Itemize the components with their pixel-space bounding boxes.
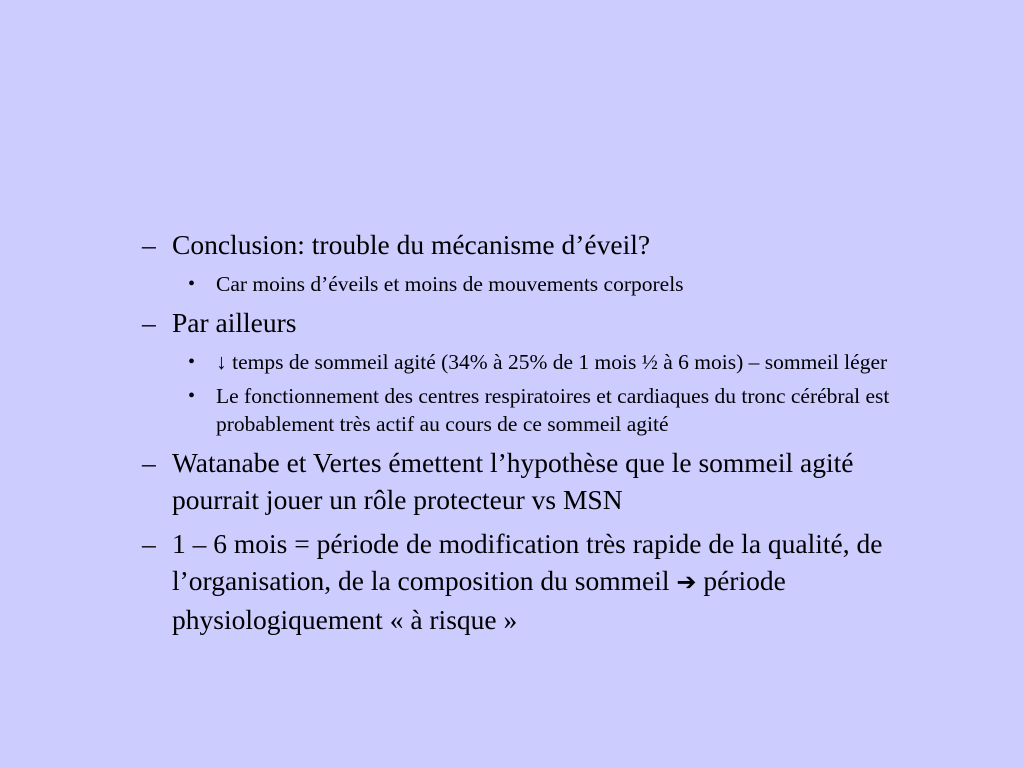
- bullet-text: Par ailleurs: [172, 307, 297, 338]
- bullet-text-before: 1 – 6 mois = période de modification très rapide de la qualité, de l’organisation, de la composition du sommeil: [172, 528, 883, 596]
- subbullet-sommeil-agite: [188, 348, 942, 376]
- dot-marker: •: [188, 351, 196, 373]
- dot-marker: •: [188, 273, 196, 295]
- dash-marker: –: [142, 229, 156, 260]
- bullet-watanabe: [142, 444, 942, 518]
- bullet-par-ailleurs: [142, 304, 942, 341]
- bullet-text-after: période physiologiquement « à risque »: [172, 565, 786, 635]
- subbullet-text: Le fonctionnement des centres respiratoires et cardiaques du tronc cérébral est probablement très actif au cours de ce sommeil agité: [216, 384, 890, 436]
- subbullet-text: ↓ temps de sommeil agité (34% à 25% de 1 mois ½ à 6 mois) – sommeil léger: [216, 350, 888, 374]
- dot-marker: •: [188, 385, 196, 407]
- dash-marker: –: [142, 528, 156, 559]
- subbullet-text: Car moins d’éveils et moins de mouvements corporels: [216, 272, 684, 296]
- bullet-conclusion: [142, 226, 942, 263]
- bullet-text: Watanabe et Vertes émettent l’hypothèse que le sommeil agité pourrait jouer un rôle protecteur vs MSN: [172, 447, 854, 515]
- bullet-text: Conclusion: trouble du mécanisme d’éveil?: [172, 229, 651, 260]
- subbullet-moins-eveils: [188, 270, 942, 298]
- right-arrow-icon: ➔: [676, 568, 697, 596]
- subbullet-fonctionnement: [188, 382, 942, 438]
- bullet-periode: [142, 525, 942, 638]
- bullet-text: [172, 528, 882, 635]
- dash-marker: –: [142, 447, 156, 478]
- slide-body: [142, 226, 942, 645]
- dash-marker: –: [142, 307, 156, 338]
